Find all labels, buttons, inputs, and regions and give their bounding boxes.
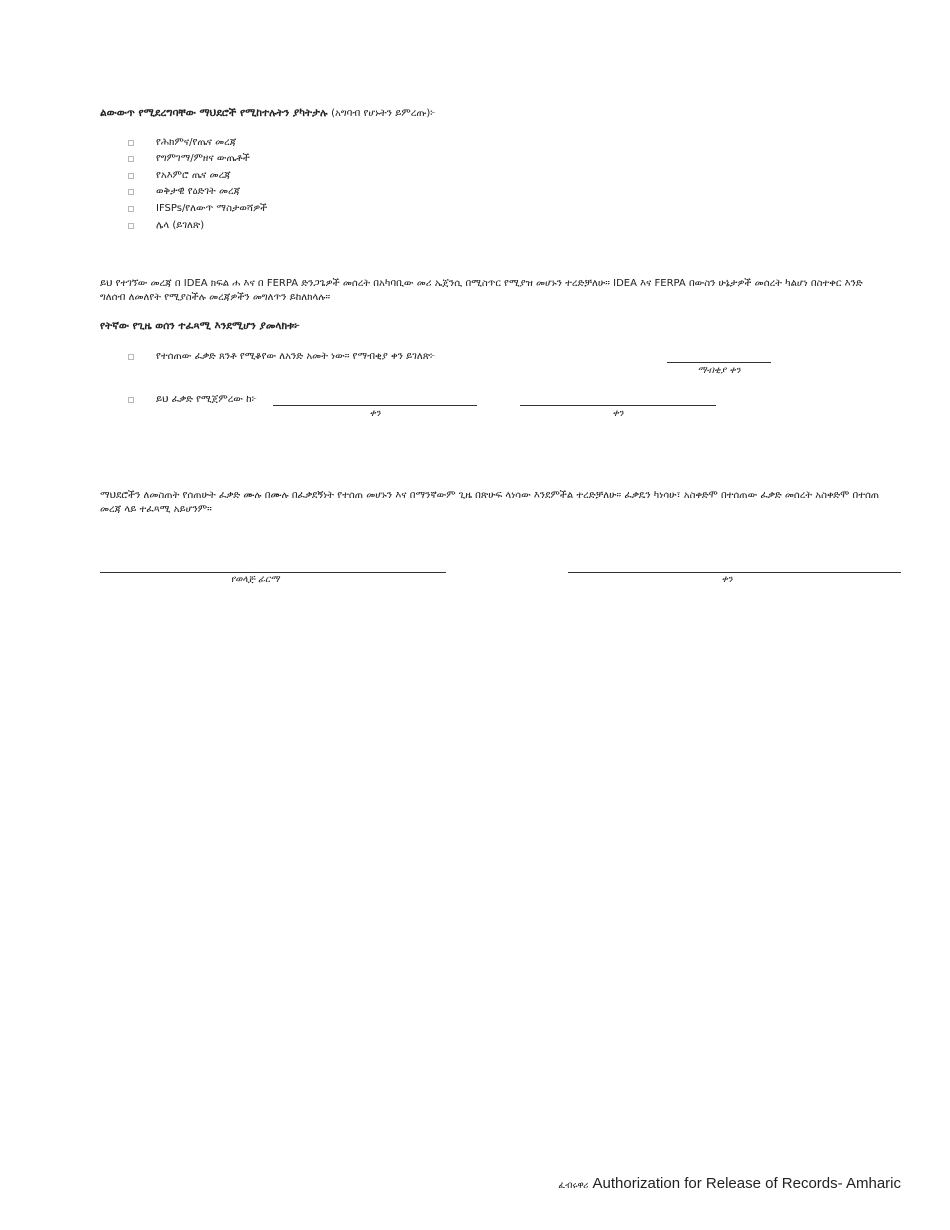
- checkbox[interactable]: [128, 354, 134, 360]
- checkbox[interactable]: [128, 206, 134, 212]
- consent-paragraph: ማህደሮችን ለመስጠት የሰጠሁት ፈቃድ ሙሉ በሙሉ በፈቃደኝነት የተሰጠ መሆኑን እና በማንኛውም ጊዜ በጽሁፍ ላነሳው እንደምችል ተረድቻለሁ። ፈቃዴን ካነሳሁ፣ አስቀድሞ በተሰጠው ፈቃድ መሰረት አስቀድሞ በተሰጠ መረጃ ላይ ተፈጻሚ አይሆንም።: [100, 490, 880, 515]
- checkbox[interactable]: [128, 223, 134, 229]
- footer-title: Authorization for Release of Records- Amharic: [592, 1175, 901, 1192]
- record-option-label: IFSPs/የለውጥ ማስታወሻዎች: [156, 203, 268, 214]
- signature-date-line[interactable]: [568, 572, 901, 573]
- record-option-label: የሕክምና/የጤና መረጃ: [156, 137, 237, 148]
- record-option-label: የግምገማ/ምዘና ውጤቶች: [156, 153, 250, 164]
- checkbox[interactable]: [128, 397, 134, 403]
- end-date-line[interactable]: [520, 405, 716, 406]
- page-footer: [558, 1175, 901, 1192]
- record-option-mental-health[interactable]: [128, 170, 231, 181]
- parent-signature-caption: የወላጅ ፊርማ: [230, 574, 280, 585]
- signature-date-caption: ቀን: [721, 574, 733, 585]
- expiry-date-caption: ማብቂያ ቀን: [697, 365, 741, 376]
- time-option-label: የተሰጠው ፈቃድ ጸንቶ የሚቆየው ለአንድ አመት ነው። የማብቂያ ቀን ይገለጽ፦: [156, 351, 436, 362]
- record-option-other[interactable]: [128, 220, 204, 231]
- records-section-heading: ልውውጥ የሚደረግባቸው ማህደሮች የሚከተሉትን ያካትታሉ: [100, 107, 328, 119]
- time-section-title: የትኛው የጊዜ ወሰን ተፈጻሚ እንደሚሆን ያመላክቱ፦: [100, 320, 300, 332]
- record-option-label: የአእምሮ ጤና መረጃ: [156, 170, 231, 181]
- time-option-start[interactable]: [128, 394, 257, 405]
- expiry-date-line[interactable]: [667, 362, 771, 363]
- record-option-label: ወቅታዊ የዕድገት መረጃ: [156, 186, 241, 197]
- record-option-development[interactable]: [128, 186, 240, 197]
- footer-prefix: ፈብሩዋሪ: [558, 1181, 589, 1191]
- records-section-note: (አግባብ የሆኑትን ይምረጡ)፦: [331, 108, 436, 119]
- checkbox[interactable]: [128, 189, 134, 195]
- record-option-assessment[interactable]: [128, 153, 250, 164]
- parent-signature-line[interactable]: [100, 572, 446, 573]
- record-option-ifsp[interactable]: [128, 203, 267, 214]
- start-date-line[interactable]: [273, 405, 477, 406]
- time-option-one-year[interactable]: [128, 351, 435, 362]
- checkbox[interactable]: [128, 173, 134, 179]
- legal-paragraph: ይህ የተገኘው መረጃ በ IDEA ክፍል ሐ እና በ FERPA ድንጋጌዎች መሰረት በአካባቢው መሪ ኤጀንሲ በሚስጥር የሚያዝ መሆኑን ተረድቻለሁ። IDEA እና FERPA በውስን ሁኔታዎች መሰረት ካልሆነ በስተቀር እንድ ግለሰብ ለመለየት የሚያስችሉ መረጃዎችን መግለጥን ይከለክላሉ።: [100, 278, 863, 303]
- records-section-title: [100, 107, 436, 120]
- end-date-caption: ቀን: [612, 408, 624, 419]
- checkbox[interactable]: [128, 156, 134, 162]
- record-option-medical[interactable]: [128, 137, 236, 148]
- checkbox[interactable]: [128, 140, 134, 146]
- record-option-label: ሌላ (ይገለጽ): [156, 220, 205, 231]
- time-option-label: ይህ ፈቃድ የሚጀምረው ከ፦: [156, 394, 257, 405]
- start-date-caption: ቀን: [369, 408, 381, 419]
